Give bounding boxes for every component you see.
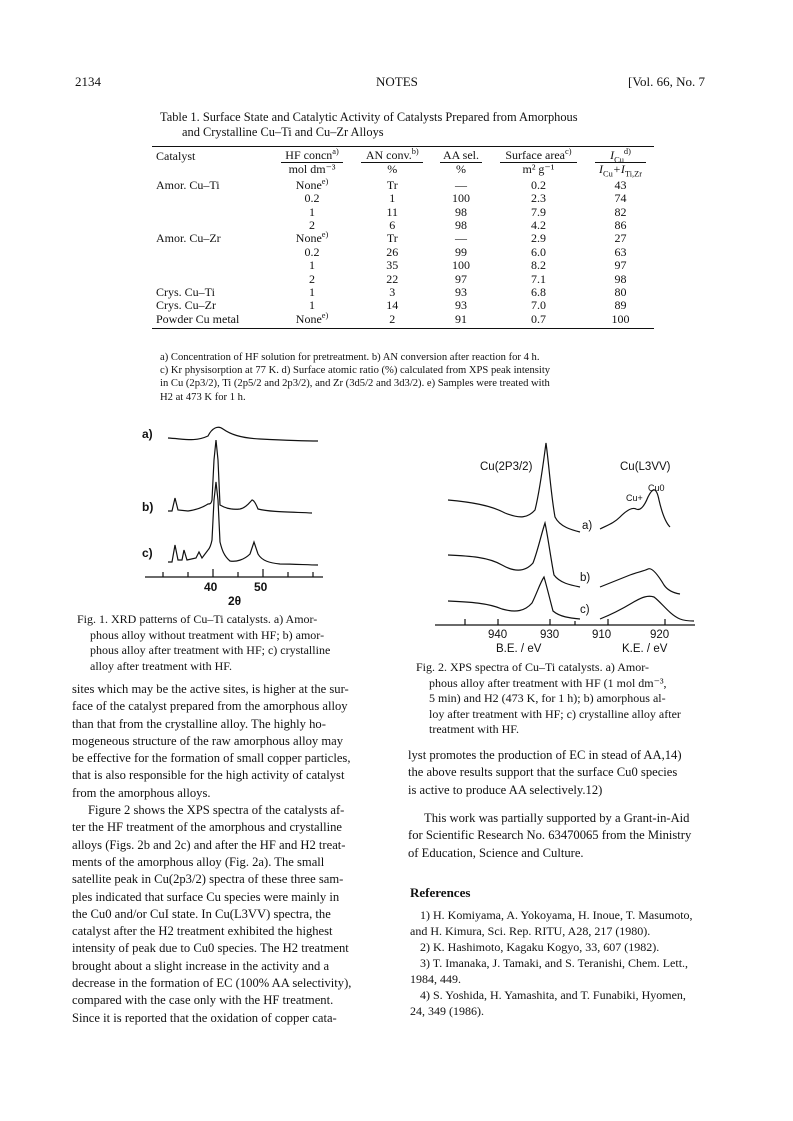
xps-2p-trace-b bbox=[448, 523, 580, 587]
xps-label-a: a) bbox=[582, 520, 593, 532]
reference-line: and H. Kimura, Sci. Rep. RITU, A28, 217 (1980). bbox=[410, 924, 651, 938]
unit-area: m² g⁻¹ bbox=[522, 162, 555, 177]
xps-lvv-trace-c bbox=[600, 596, 694, 621]
table-cell: 100 bbox=[452, 258, 470, 273]
xps-title-left: Cu(2P3/2) bbox=[480, 461, 533, 473]
text-line: alloys (Figs. 2b and 2c) and after the HF and H2 treat- bbox=[72, 837, 346, 852]
table-title-line1: Table 1. Surface State and Catalytic Activity of Catalysts Prepared from Amorphous bbox=[160, 110, 578, 124]
footnote-line: in Cu (2p3/2), Ti (2p5/2 and 2p3/2), and Zr (3d5/2 and 3d3/2). e) Samples were treated with bbox=[160, 378, 550, 390]
table-footnotes bbox=[160, 351, 650, 404]
table-cell: None$^{e)}$ bbox=[272, 313, 353, 329]
text-line: is active to produce AA selectively.12) bbox=[408, 782, 603, 797]
table-units-row bbox=[152, 163, 654, 177]
table-cell: 63 bbox=[614, 244, 627, 259]
xps-lvv-trace-b bbox=[600, 569, 680, 594]
text-line: ter the HF treatment of the amorphous and crystalline bbox=[72, 820, 342, 835]
table-cell: 6.0 bbox=[530, 244, 546, 259]
header-icu: $I_{Cu}^{d)}$ bbox=[587, 147, 654, 164]
table-cell: 43 bbox=[614, 177, 627, 192]
text-line: than that from the crystalline alloy. The highly ho- bbox=[72, 716, 326, 731]
table-cell: 80 bbox=[614, 285, 627, 300]
table-cell: 2 bbox=[309, 218, 316, 233]
xps-figure bbox=[430, 425, 710, 655]
table-cell: 89 bbox=[614, 298, 627, 313]
table-row bbox=[152, 232, 654, 245]
text-line: intensity of peak due to Cu0 species. The H2 treatment bbox=[72, 941, 349, 956]
xps-2p-trace-c bbox=[448, 577, 580, 619]
right-body-text bbox=[408, 747, 728, 799]
text-line: for Scientific Research No. 63470065 from the Ministry bbox=[408, 828, 692, 843]
tick-label-910: 910 bbox=[592, 629, 612, 641]
table-cell: 91 bbox=[432, 313, 490, 329]
table-title-line2: and Crystalline Cu–Ti and Cu–Zr Alloys bbox=[182, 125, 384, 139]
footnote-line: a) Concentration of HF solution for pretreatment. b) AN conversion after reaction for 4 h. bbox=[160, 352, 540, 363]
table-cell: Amor. Cu–Zr bbox=[156, 231, 221, 246]
xps-title-right: Cu(L3VV) bbox=[620, 461, 671, 473]
data-table bbox=[152, 146, 654, 329]
text-line: of Education, Science and Culture. bbox=[408, 845, 584, 860]
table-cell: 1 bbox=[309, 285, 316, 300]
footnote-line: c) Kr physisorption at 77 K. d) Surface atomic ratio (%) calculated from XPS peak intensity bbox=[160, 365, 551, 377]
table-cell: 1 bbox=[309, 258, 316, 273]
text-line: the above results support that the surface Cu0 species bbox=[408, 765, 678, 780]
xps-xlabel-right: K.E. / eV bbox=[622, 643, 668, 655]
table-row bbox=[152, 313, 654, 329]
text-line: ples indicated that surface Cu species were mainly in bbox=[72, 889, 340, 904]
page-number: 2134 bbox=[75, 74, 101, 89]
text-line: lyst promotes the production of EC in stead of AA,14) bbox=[408, 748, 682, 762]
tick-label-40: 40 bbox=[204, 580, 218, 594]
table-cell: 98 bbox=[614, 271, 627, 286]
table-cell: 26 bbox=[386, 244, 399, 259]
table-cell: 2 bbox=[309, 271, 316, 286]
xrd-trace-a bbox=[168, 427, 318, 441]
xps-xlabel-left: B.E. / eV bbox=[496, 643, 542, 655]
text-line: decrease in the formation of EC (100% AA selectivity), bbox=[72, 976, 352, 991]
text-line: This work was partially supported by a Grant-in-Aid bbox=[424, 811, 690, 825]
table-cell: 35 bbox=[386, 258, 399, 273]
reference-line: 4) S. Yoshida, H. Yamashita, and T. Funabiki, Hyomen, bbox=[420, 988, 686, 1002]
text-line: ments of the amorphous alloy (Fig. 2a). The small bbox=[72, 854, 325, 869]
header-hf-concn: HF concn$^{a)}$ bbox=[272, 147, 353, 164]
text-line: face of the catalyst prepared from the amorphous alloy bbox=[72, 699, 348, 714]
table-title bbox=[160, 110, 660, 140]
table-cell: 97 bbox=[614, 258, 627, 273]
table-cell: — bbox=[455, 231, 467, 246]
table-cell: 0.7 bbox=[490, 313, 587, 329]
xrd-trace-c bbox=[168, 482, 318, 565]
reference-line: 1984, 449. bbox=[410, 972, 461, 986]
table-header-row bbox=[152, 147, 654, 164]
table-cell bbox=[152, 219, 272, 232]
table-cell: 98 bbox=[455, 204, 467, 219]
table-cell: 93 bbox=[455, 285, 467, 300]
running-header: NOTES bbox=[376, 74, 418, 89]
table-cell bbox=[152, 259, 272, 272]
table-cell: 99 bbox=[455, 244, 467, 259]
table-row bbox=[152, 219, 654, 232]
tick-label-930: 930 bbox=[540, 629, 560, 641]
table-body bbox=[152, 178, 654, 329]
table-cell bbox=[152, 206, 272, 219]
table-cell: 4.2 bbox=[530, 218, 546, 233]
table-cell: 27 bbox=[614, 231, 627, 246]
text-line: satellite peak in Cu(2p3/2) spectra of these three sam- bbox=[72, 872, 344, 887]
table-cell: 1 bbox=[309, 204, 316, 219]
xrd-label-a: a) bbox=[142, 427, 153, 441]
table-cell: 14 bbox=[386, 298, 399, 313]
table-cell: None$^{e)}$ bbox=[295, 176, 329, 192]
table-cell: 7.1 bbox=[530, 271, 546, 286]
table-cell: Amor. Cu–Ti bbox=[156, 177, 220, 192]
table-cell: 6.8 bbox=[530, 285, 546, 300]
table-cell: 3 bbox=[389, 285, 396, 300]
table-cell: 93 bbox=[455, 298, 467, 313]
table-cell: 98 bbox=[455, 218, 467, 233]
table-cell bbox=[152, 273, 272, 286]
unit-an: % bbox=[387, 162, 398, 177]
reference-line: 3) T. Imanaka, J. Tamaki, and S. Teranishi, Chem. Lett., bbox=[420, 956, 689, 970]
table-row bbox=[152, 178, 654, 192]
table-row bbox=[152, 286, 654, 299]
reference-line: 1) H. Komiyama, A. Yokoyama, H. Inoue, T. Masumoto, bbox=[420, 908, 693, 922]
text-line: mogeneous structure of the raw amorphous alloy may bbox=[72, 733, 344, 748]
text-line: catalyst after the H2 treatment exhibited the highest bbox=[72, 924, 333, 939]
table-cell: 82 bbox=[614, 204, 627, 219]
table-cell: 2.9 bbox=[530, 231, 546, 246]
header-an-conv: AN conv.$^{b)}$ bbox=[352, 147, 432, 164]
table-row bbox=[152, 273, 654, 286]
fig2-caption: Fig. 2. XPS spectra of Cu–Ti catalysts. a) Amor- phous alloy after treatment with HF (1 mol dm⁻³, 5 min) and H2 (473 K, for 1 h); b) amorphous al- loy after treatment with HF; c) crystalline alloy after treatment with HF. bbox=[416, 660, 681, 736]
table-cell: 0.2 bbox=[530, 177, 546, 192]
references-heading: References bbox=[410, 885, 471, 900]
xps-label-c: c) bbox=[580, 604, 590, 616]
fig1-caption: Fig. 1. XRD patterns of Cu–Ti catalysts. a) Amor- phous alloy without treatment with HF; b) amor- phous alloy after treatment with HF; c) crystalline alloy after treatment with HF. bbox=[77, 612, 331, 673]
text-line: from the amorphous alloys. bbox=[72, 785, 211, 800]
text-line: be effective for the formation of small copper particles, bbox=[72, 751, 351, 766]
tick-label-920: 920 bbox=[650, 629, 670, 641]
peak-label-cu0: Cu0 bbox=[648, 483, 665, 493]
left-body-text bbox=[72, 681, 390, 1027]
xrd-trace-b bbox=[168, 440, 312, 513]
table-row bbox=[152, 246, 654, 259]
text-line: Figure 2 shows the XPS spectra of the catalysts af- bbox=[88, 803, 345, 818]
table-cell: 7.0 bbox=[530, 298, 546, 313]
table-cell: None$^{e)}$ bbox=[295, 230, 329, 246]
table-row bbox=[152, 259, 654, 272]
table-cell: Tr bbox=[386, 177, 398, 192]
xrd-xlabel: 2θ bbox=[228, 594, 242, 608]
table-cell: 74 bbox=[614, 191, 627, 206]
footnote-line: H2 at 473 K for 1 h. bbox=[160, 391, 246, 403]
table-cell: 22 bbox=[386, 271, 399, 286]
text-line: brought about a slight increase in the activity and a bbox=[72, 958, 330, 973]
text-line: that is also responsible for the high activity of catalyst bbox=[72, 768, 345, 783]
table-row bbox=[152, 206, 654, 219]
text-line: compared with the case only with the HF treatment. bbox=[72, 993, 334, 1008]
unit-ratio: $I_{Cu}+I_{Ti,Zr}$ bbox=[599, 162, 643, 179]
xrd-label-b: b) bbox=[142, 500, 154, 514]
table-row bbox=[152, 192, 654, 205]
peak-label-cuplus: Cu+ bbox=[626, 493, 643, 503]
table-cell: Powder Cu metal bbox=[152, 313, 272, 329]
tick-label-50: 50 bbox=[254, 580, 268, 594]
table-cell: 100 bbox=[587, 313, 654, 329]
table-cell: 1 bbox=[389, 191, 396, 206]
table-cell bbox=[152, 246, 272, 259]
table-cell: 100 bbox=[452, 191, 470, 206]
table-cell: 0.2 bbox=[304, 191, 320, 206]
table-cell: 2 bbox=[352, 313, 432, 329]
table-cell bbox=[152, 192, 272, 205]
header-surface-area: Surface area$^{c)}$ bbox=[490, 147, 587, 164]
unit-aa: % bbox=[456, 162, 466, 177]
table-cell: Tr bbox=[386, 231, 398, 246]
header-aa-sel: AA sel. bbox=[432, 147, 490, 164]
acknowledgment bbox=[408, 810, 728, 862]
table-cell: Crys. Cu–Ti bbox=[156, 285, 215, 300]
reference-line: 24, 349 (1986). bbox=[410, 1004, 484, 1018]
text-line: Since it is reported that the oxidation of copper cata- bbox=[72, 1010, 337, 1025]
text-line: the Cu0 and/or CuI state. In Cu(L3VV) spectra, the bbox=[72, 906, 331, 921]
text-line: sites which may be the active sites, is higher at the sur- bbox=[72, 682, 349, 696]
table-cell: 1 bbox=[309, 298, 316, 313]
table-cell: 8.2 bbox=[530, 258, 546, 273]
table-cell: Crys. Cu–Zr bbox=[156, 298, 216, 313]
xps-2p-trace-a bbox=[448, 443, 580, 532]
table-cell: 11 bbox=[386, 204, 399, 219]
xrd-figure bbox=[140, 420, 330, 610]
unit-hf: mol dm⁻³ bbox=[288, 162, 336, 177]
reference-line: 2) K. Hashimoto, Kagaku Kogyo, 33, 607 (1982). bbox=[420, 940, 660, 954]
table-cell: 6 bbox=[389, 218, 396, 233]
volume-info: [Vol. 66, No. 7 bbox=[628, 74, 706, 89]
header-catalyst: Catalyst bbox=[152, 147, 272, 164]
table-cell: 0.2 bbox=[304, 244, 320, 259]
xps-label-b: b) bbox=[580, 572, 591, 584]
table-row bbox=[152, 299, 654, 312]
table-cell: 2.3 bbox=[530, 191, 546, 206]
table-cell: — bbox=[455, 177, 467, 192]
table-cell: 97 bbox=[455, 271, 467, 286]
table-cell: 7.9 bbox=[530, 204, 546, 219]
tick-label-940: 940 bbox=[488, 629, 508, 641]
references-list bbox=[410, 907, 728, 1019]
xrd-label-c: c) bbox=[142, 546, 153, 560]
table-cell: 86 bbox=[614, 218, 627, 233]
